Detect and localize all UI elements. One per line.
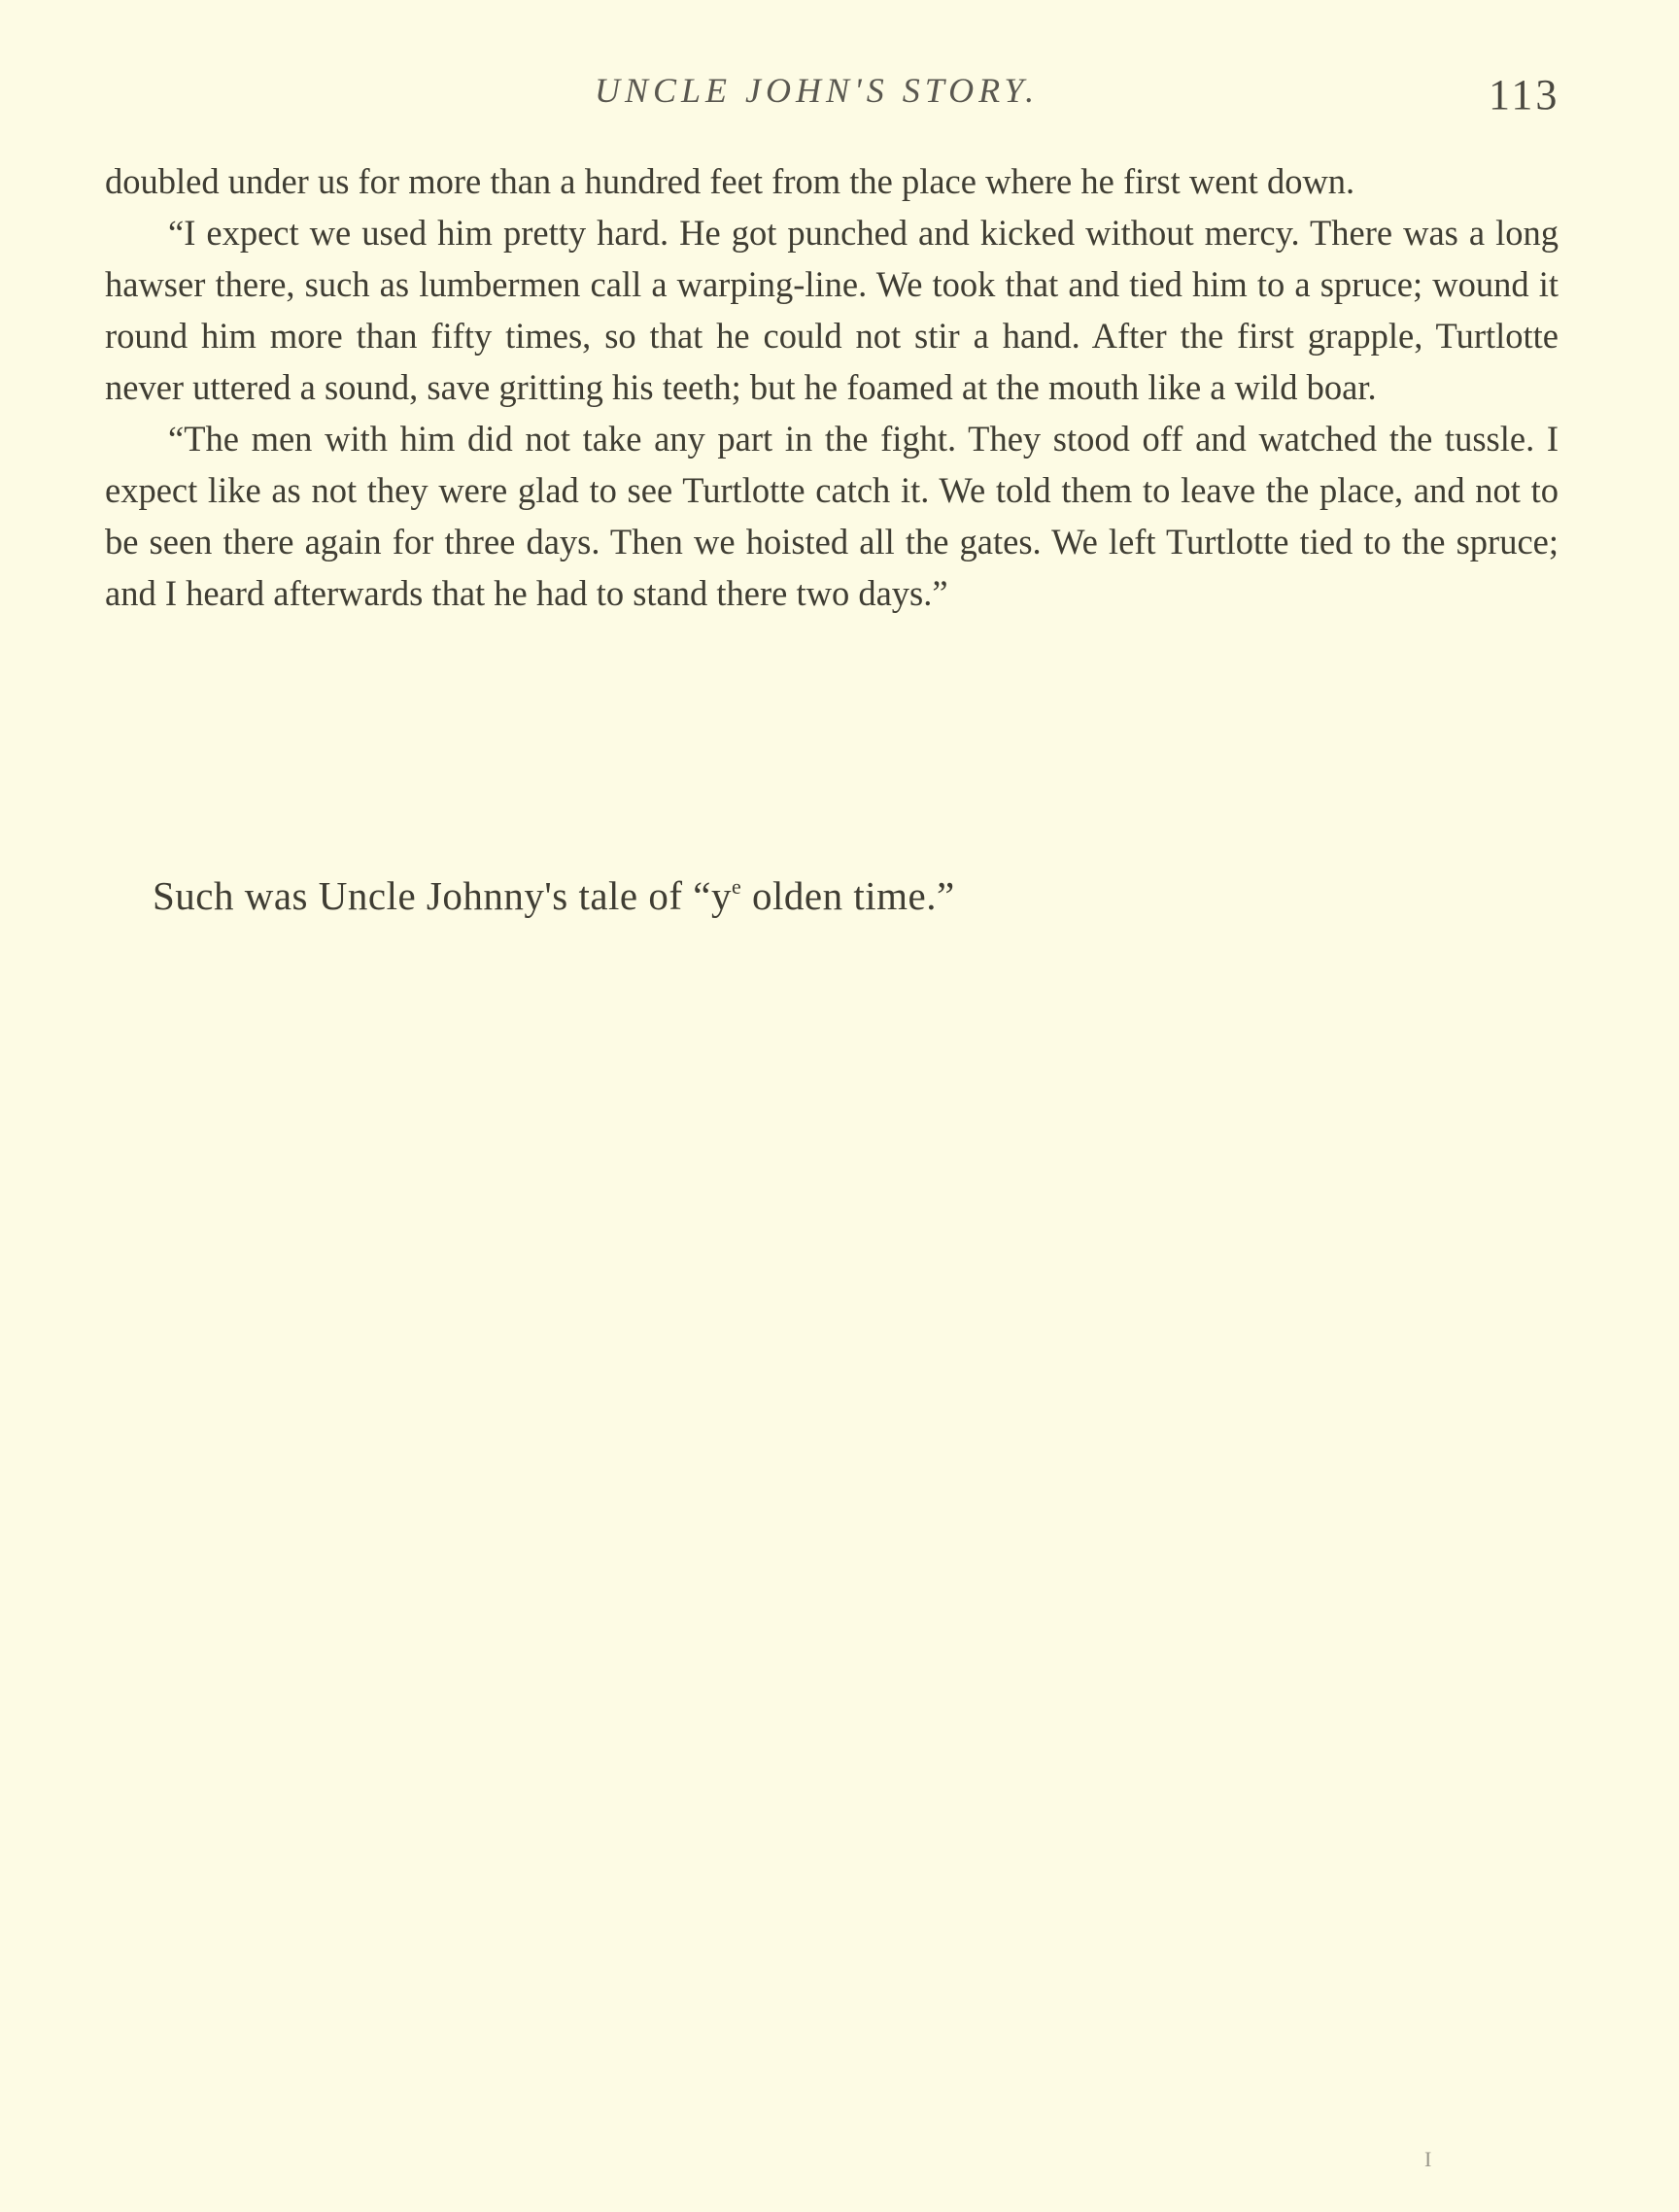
paragraph-hawser: “I expect we used him pretty hard. He got punched and kicked without mercy. There was a long hawser there, such as lumbermen call a warping-line. We took that and tied him to a spruce; wound it round him more than fifty times, so that he could not stir a hand. After the first grapple, Turtlotte never uttered a sound, save gritting his teeth; but he foamed at the mouth like a wild boar.	[105, 213, 1559, 407]
running-title: UNCLE JOHN'S STORY.	[595, 71, 1040, 110]
running-head	[0, 70, 1679, 128]
body-text	[105, 155, 1559, 619]
closing-text-before: Such was Uncle Johnny's tale of “	[153, 873, 711, 918]
paragraph-continuation: doubled under us for more than a hundred feet from the place where he first went down.	[105, 161, 1355, 201]
closing-superscript: e	[732, 874, 742, 899]
closing-y: y	[711, 873, 732, 918]
footer-mark: I	[1424, 2147, 1432, 2171]
page-number: 113	[1489, 71, 1560, 119]
paragraph-men-watched: “The men with him did not take any part in the fight. They stood off and watched the tussle. I expect like as not they were glad to see Turtlotte catch it. We told them to leave the place, and not to be seen there again for three days. Then we hoisted all the gates. We left Turtlotte tied to the spruce; and I heard afterwards that he had to stand there two days.”	[105, 419, 1559, 613]
closing-line	[153, 872, 955, 919]
closing-text-after: olden time.”	[741, 873, 955, 918]
